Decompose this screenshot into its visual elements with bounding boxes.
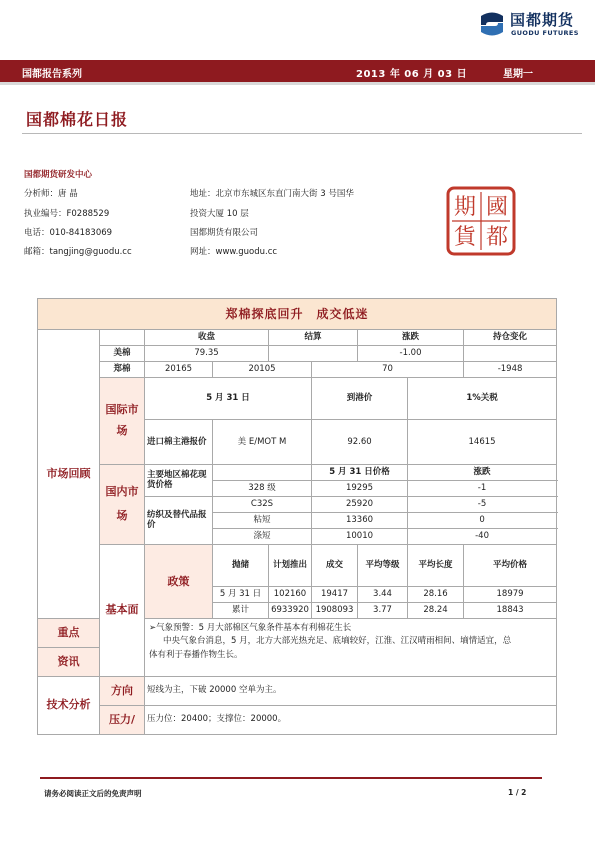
table-row: 美棉 79.35 -1.00: [38, 346, 557, 362]
report-date: 2013 年 06 月 03 日: [356, 69, 468, 80]
address-line-1: 地址：北京市东城区东直门南大街 3 号国华: [190, 189, 354, 199]
seal-char: 國: [485, 195, 509, 220]
col-header: 1%关税: [408, 378, 557, 420]
news-line: 中央气象台消息，5 月，北方大部光热充足、底墒较好，江淮、江汉晴雨相间、墒情适宜，总: [163, 636, 512, 647]
logo-mark-icon: [478, 10, 506, 38]
header-banner: [0, 60, 595, 82]
intl-date: 5 月 31 日: [145, 378, 312, 420]
col-header: 收盘: [145, 330, 269, 346]
col-header: 抛储: [213, 544, 269, 586]
section-technical: 技术分析: [38, 676, 100, 734]
col-header: 到港价: [312, 378, 408, 420]
table-row: 涤短 10010 -40: [38, 528, 557, 544]
table-row: 进口棉主港报价 美 E/MOT M 92.60 14615: [38, 419, 557, 464]
col-header: 涨跌: [358, 330, 464, 346]
news-line: ➢气象预警：5 月大部棉区气象条件基本有利棉花生长: [149, 622, 352, 633]
table-row: 328 级 19295 -1: [38, 480, 557, 496]
headline-banner: 郑棉探底回升 成交低迷: [38, 299, 557, 330]
table-row: 5 月 31 日 102160 19417 3.44 28.16 18979: [38, 586, 557, 602]
col-header: 计划推出: [269, 544, 312, 586]
address-line-2: 投资大厦 10 层: [190, 209, 249, 219]
title-divider: [22, 133, 582, 134]
section-market-review: 市场回顾: [38, 330, 100, 619]
substitute-label: 纺织及替代品报价: [145, 496, 213, 544]
section-fundamentals: 基本面: [100, 544, 145, 676]
seal-char: 都: [485, 225, 509, 250]
company-seal-icon: [446, 186, 516, 256]
table-row: 累计 6933920 1908093 3.77 28.24 18843: [38, 602, 557, 618]
direction-text: 短线为主，下破 20000 空单为主。: [145, 676, 557, 705]
label-direction: 方向: [100, 676, 145, 705]
col-header: 持仓变化: [464, 330, 557, 346]
report-series: 国都报告系列: [22, 69, 82, 80]
table-row: 粘短 13360 0: [38, 512, 557, 528]
news-line: 体有利于春播作物生长。: [149, 649, 243, 660]
report-table: [37, 298, 557, 735]
report-weekday: 星期一: [503, 69, 533, 80]
logo-english-name: GUODU FUTURES: [511, 29, 579, 37]
email-address: 邮箱：tangjing@guodu.cc: [24, 247, 132, 257]
col-header: 平均等级: [358, 544, 408, 586]
col-header: 涨跌: [408, 464, 557, 480]
col-header: 平均价格: [464, 544, 557, 586]
analyst-name: 分析师：唐 晶: [24, 189, 78, 199]
col-header: 5 月 31 日价格: [312, 464, 408, 480]
table-row: 纺织及替代品报价 C32S 25920 -5: [38, 496, 557, 512]
pressure-text: 压力位：20400；支撑位：20000。: [145, 705, 557, 734]
phone-number: 电话：010-84183069: [24, 228, 113, 238]
footer-divider: [40, 777, 542, 779]
research-center: 国都期货研发中心: [24, 170, 93, 180]
disclaimer-notice: 请务必阅读正文后的免责声明: [44, 789, 142, 798]
label-policy: 政策: [145, 544, 213, 618]
news-content: [145, 618, 557, 676]
page-number: 1 / 2: [508, 788, 527, 797]
report-title: 国都棉花日报: [26, 110, 129, 129]
website: 网址：www.guodu.cc: [190, 247, 278, 257]
license-number: 执业编号：F0288529: [24, 209, 110, 219]
spot-price-label: 主要地区棉花现货价格: [145, 464, 213, 496]
col-header: 成交: [312, 544, 358, 586]
seal-char: 期: [453, 195, 477, 220]
company-name: 国都期货有限公司: [190, 228, 259, 238]
col-header: 结算: [269, 330, 358, 346]
col-header: 平均长度: [408, 544, 464, 586]
label-news-2: 资讯: [38, 647, 100, 676]
label-news-1: 重点: [38, 618, 100, 647]
company-logo: [478, 8, 583, 42]
seal-char: 貨: [453, 225, 477, 250]
logo-chinese-name: 国都期货: [510, 11, 575, 29]
label-pressure: 压力/: [100, 705, 145, 734]
header-divider: [0, 82, 595, 85]
label-domestic-market: 国内市场: [100, 464, 145, 544]
table-row: 郑棉 20165 20105 70 -1948: [38, 362, 557, 378]
label-intl-market: 国际市场: [100, 378, 145, 465]
